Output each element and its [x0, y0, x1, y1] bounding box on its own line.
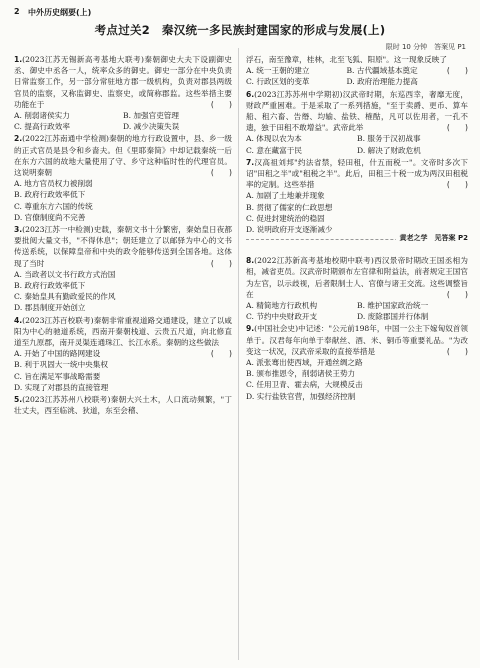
- answer-option[interactable]: B. 服务于汉初战事: [357, 134, 421, 144]
- question-text: (中国社会史)中记述："公元前198年，中国一公主下嫁匈奴首领单于。汉君每年向单于奉献丝、酒、米、铜币等重要礼品。"为改变这一状况，汉武帝采取的直接举措是: [246, 324, 468, 356]
- answer-option[interactable]: D. 废除郡国并行体制: [357, 312, 429, 322]
- answer-blank[interactable]: ( ): [210, 168, 232, 178]
- question-number: 2.: [14, 134, 23, 144]
- answer-option[interactable]: A. 体现以农为本: [246, 134, 302, 144]
- question: [246, 54, 468, 88]
- answer-option[interactable]: C. 尊重东方六国的传统: [14, 201, 93, 211]
- question-text: 汉高祖刘邦"约法省禁，轻田租，什五而税一"。文帝时多次下诏"田租之半"或"租税之半"。此后，田租三十税一成为两汉田租税率的定制。这些举措: [246, 157, 468, 190]
- question-stem: [246, 89, 468, 134]
- column-divider: [238, 48, 239, 660]
- answer-blank[interactable]: ( ): [446, 123, 468, 133]
- answer-option[interactable]: B. 政府行政效率低下: [14, 190, 86, 200]
- answer-option[interactable]: D. 说明政府开支逐渐减少: [246, 225, 333, 235]
- answer-option[interactable]: D. 官僚制度尚不完善: [14, 212, 86, 222]
- answer-option[interactable]: B. 政府行政效率低下: [14, 281, 86, 291]
- answer-option[interactable]: D. 解决了财政危机: [357, 145, 421, 155]
- answer-option[interactable]: B. 古代疆域基本奠定: [346, 66, 418, 76]
- answer-blank[interactable]: ( ): [446, 289, 468, 299]
- page-header: [14, 6, 466, 20]
- answer-option[interactable]: A. 削弱诸侯实力: [14, 111, 70, 121]
- question-text: (2022江苏南通中学检测)秦朝的地方行政设置中，县、乡一级的正式官员是县令和乡啬夫。但《里耶秦简》中却记载秦统一后在东方六国的故地大量使用了守、乡守这种临时性的代理官员。这说明秦朝: [14, 134, 232, 178]
- answer-blank[interactable]: ( ): [446, 66, 468, 76]
- answer-option[interactable]: D. 实行盐铁官营，加强经济控制: [246, 391, 356, 401]
- section-divider: [246, 234, 468, 252]
- answer-option[interactable]: C. 提高行政效率: [14, 122, 70, 132]
- options-list: [14, 348, 211, 393]
- answer-option[interactable]: A. 加剧了土地兼并现象: [246, 191, 325, 201]
- time-limit-note: 限时 10 分钟 答案见 P1: [385, 43, 466, 51]
- question-stem: [246, 255, 468, 300]
- question-number: 4.: [14, 315, 23, 325]
- answer-blank[interactable]: ( ): [446, 346, 468, 356]
- answer-option[interactable]: B. 贯彻了儒家的仁政思想: [246, 202, 333, 212]
- question-text: (2023江苏苏州八校联考)秦朝大兴土木，人口流动频繁，"丁壮丈夫，西至临洮、狄道，东至会稽、: [14, 395, 232, 416]
- question: [14, 315, 232, 393]
- section-label: 黄老之学 见答案 P2: [396, 233, 468, 244]
- question-text: (2023江苏一中检测)史载，秦朝文书十分繁密，秦始皇日夜都要批阅大量文书，"不得休息"；朝廷建立了以邮驿为中心的文书传送系统，以保障皇帝和中央的政令能够传送到全国各地。这体现了当时: [14, 225, 232, 268]
- answer-option[interactable]: A. 统一王朝的建立: [246, 66, 310, 76]
- options-list: [14, 269, 232, 314]
- options-list: [14, 178, 232, 223]
- question-number: 1.: [14, 55, 23, 64]
- right-column: [246, 54, 468, 403]
- question: [246, 255, 468, 322]
- question-number: 7.: [246, 157, 255, 167]
- options-list: [246, 300, 468, 322]
- answer-option[interactable]: D. 实现了对郡县的直接管理: [14, 382, 109, 392]
- answer-option[interactable]: B. 加强官吏管理: [123, 111, 179, 121]
- question-number: 6.: [246, 89, 255, 99]
- question-text: (2023江苏百校联考)秦朝非常重视道路交通建设，建立了以咸阳为中心的驰道系统，西南开秦朝栈道、云贵五尺道，向北修直道至九原郡，南开灵渠连通珠江、长江水系。秦朝的这些做法: [14, 315, 232, 348]
- question-text: (2022江苏新高考基地校期中联考)西汉景帝时期改王国丞相为相，减省吏员。汉武帝时期颁布左官律和附益法，前者规定王国官为左官，以示歧视，后者限制士人、官僚与诸王交流。这些调整旨在: [246, 256, 468, 299]
- answer-option[interactable]: B. 利于巩固大一统中央集权: [14, 360, 108, 370]
- question: [14, 224, 232, 314]
- question-text: 浮石，南至豫章，桂林，北至飞狐、阳原"。这一现象反映了: [246, 55, 447, 64]
- answer-blank[interactable]: ( ): [210, 99, 232, 109]
- answer-option[interactable]: C. 秦始皇具有勤政爱民的作风: [14, 292, 116, 302]
- question: [246, 323, 468, 401]
- answer-option[interactable]: C. 行政区划的变革: [246, 77, 310, 87]
- options-list: [14, 110, 232, 132]
- question-number: 5.: [14, 395, 23, 405]
- question-stem: [246, 323, 468, 357]
- options-list: [246, 190, 468, 235]
- question-text: (2023江苏无锡新高考基地大联考)秦朝御史大夫下设副御史丞、御史中丞各一人，统率众多的御史。御史一部分在中央负责日常监察工作，另一部分常驻地方郡一级机构，负责对郡县两级官员的监察，又称监御史、监察史，或简称郡监。这些举措主要功能在于: [14, 55, 232, 109]
- options-list: [246, 357, 468, 402]
- answer-option[interactable]: A. 开始了中国的路网建设: [14, 349, 101, 359]
- answer-option[interactable]: B. 颁布推恩令，削弱诸侯王势力: [246, 369, 356, 379]
- question-text: (2023江苏苏州中学期初)汉武帝时期，东巡西幸，奢靡无度，财政严重困难。于是采取了一系列措施，"至于卖爵、更币、算车船、租六畜、告缗、均输、盐铁、榷酤，凡可以佐用者，一孔不遗，独于田租不敢增益"。武帝此举: [246, 89, 468, 133]
- answer-option[interactable]: D. 减少决策失误: [123, 122, 180, 132]
- page-number: 2: [14, 7, 20, 16]
- question-number: 8.: [246, 256, 255, 266]
- answer-option[interactable]: B. 维护国家政治统一: [357, 301, 429, 311]
- question-number: 3.: [14, 225, 23, 235]
- question: [246, 89, 468, 156]
- answer-option[interactable]: C. 促进封建统治的稳固: [246, 213, 325, 223]
- answer-option[interactable]: C. 任用卫青、霍去病，大规模反击: [246, 380, 363, 390]
- answer-blank[interactable]: ( ): [210, 258, 232, 268]
- question-number: 9.: [246, 324, 255, 334]
- question: [246, 157, 468, 235]
- answer-option[interactable]: A. 精简地方行政机构: [246, 301, 318, 311]
- answer-option[interactable]: A. 当政者以文书行政方式治国: [14, 269, 116, 279]
- answer-blank[interactable]: ( ): [210, 349, 232, 359]
- running-head: 中外历史纲要(上): [28, 8, 92, 17]
- question-stem: [14, 224, 232, 269]
- answer-option[interactable]: C. 意在藏富于民: [246, 145, 302, 155]
- answer-option[interactable]: D. 政府治理能力提高: [346, 77, 418, 87]
- question: [14, 54, 232, 132]
- options-list: [246, 65, 447, 87]
- answer-option[interactable]: C. 节约中央财政开支: [246, 312, 318, 322]
- question-stem: [14, 394, 232, 416]
- question-stem: [14, 54, 232, 110]
- options-list: [246, 133, 468, 155]
- question-stem: [246, 157, 468, 191]
- question-stem: [14, 133, 232, 178]
- question: [14, 394, 232, 416]
- answer-blank[interactable]: ( ): [446, 180, 468, 190]
- question: [14, 133, 232, 223]
- answer-option[interactable]: C. 旨在满足军事战略需要: [14, 371, 101, 381]
- answer-option[interactable]: D. 郡县制度开始创立: [14, 303, 86, 313]
- answer-option[interactable]: A. 派张骞出使西域，开通丝绸之路: [246, 358, 363, 368]
- answer-option[interactable]: A. 地方官员权力被削弱: [14, 179, 93, 189]
- page-title: 考点过关2 秦汉统一多民族封建国家的形成与发展(上): [94, 23, 386, 37]
- left-column: [14, 54, 232, 418]
